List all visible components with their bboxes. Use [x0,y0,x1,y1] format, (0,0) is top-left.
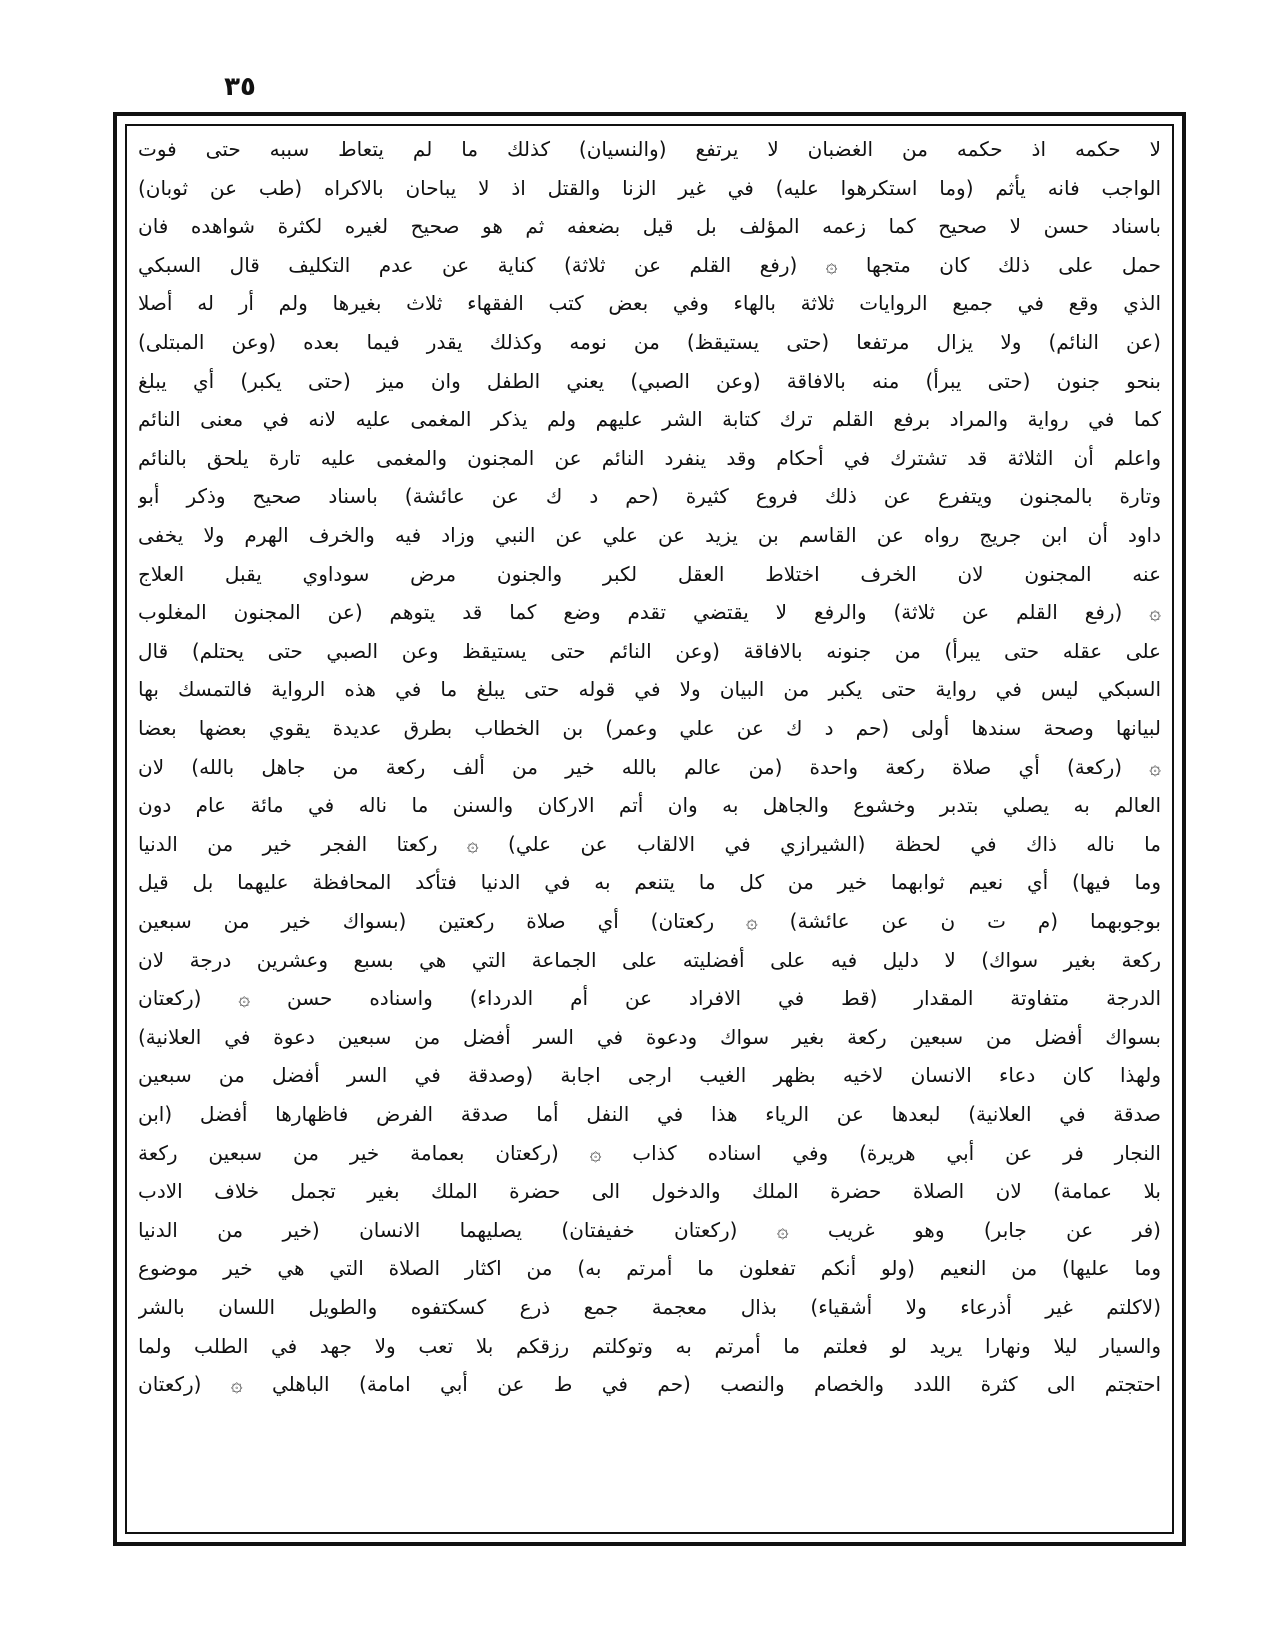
text-line: (عن النائم) ولا يزال مرتفعا (حتى يستيقظ) من نومه وكذلك يقدر فيما بعده (وعن المبتلى) [138,330,1161,354]
text-line: العالم به يصلي بتدبر وخشوع والجاهل به وان أتم الاركان والسنن ما ناله في مائة عام دون [138,793,1161,817]
text-line: النجار فر عن أبي هريرة) وفي اسناده كذاب ۞ (ركعتان بعمامة خير من سبعين ركعة [138,1141,1161,1165]
text-line: لبيانها وصحة سندها أولى (حم د ك عن علي وعمر) بن الخطاب بطرق عديدة يقوي بعضها بعضا [138,716,1161,740]
text-line: السبكي ليس في رواية حتى يكبر من البيان ولا في قوله حتى يبلغ ما في هذه الرواية فالتمسك بها [138,677,1161,701]
text-line: ولهذا كان دعاء الانسان لاخيه بظهر الغيب ارجى اجابة (وصدقة في السر أفضل من سبعين [138,1063,1161,1087]
text-line: ما ناله ذاك في لحظة (الشيرازي في الالقاب عن علي) ۞ ركعتا الفجر خير من الدنيا [138,832,1161,856]
text-line: وما عليها) من النعيم (ولو أنكم تفعلون ما أمرتم به) من اكثار الصلاة التي هي خير موضوع [138,1256,1161,1280]
text-line: وما فيها) أي نعيم ثوابهما خير من كل ما يتنعم به في الدنيا فتأكد المحافظة عليهما بل قيل [138,870,1161,894]
text-line: (فر عن جابر) وهو غريب ۞ (ركعتان خفيفتان) يصليهما الانسان (خير من الدنيا [138,1218,1161,1242]
text-line: حمل على ذلك كان متجها ۞ (رفع القلم عن ثلاثة) كناية عن عدم التكليف قال السبكي [138,253,1161,277]
text-line: لا حكمه اذ حكمه من الغضبان لا يرتفع (والنسيان) كذلك ما لم يتعاط سببه حتى فوت [138,137,1161,161]
text-line: والسيار ليلا ونهارا يريد لو فعلتم ما أمرتم به وتوكلتم رزقكم بلا تعب ولا جهد في الطلب ولما [138,1334,1161,1358]
text-line: وتارة بالمجنون ويتفرع عن ذلك فروع كثيرة (حم د ك عن عائشة) باسناد صحيح وذكر أبو [138,484,1161,508]
text-line: واعلم أن الثلاثة قد تشترك في أحكام وقد ينفرد النائم عن المجنون والمغمى عليه تارة يلحق بالنائم [138,446,1161,470]
text-line: داود أن ابن جريج رواه عن القاسم بن يزيد عن علي عن النبي وزاد فيه والخرف الهرم ولا يخفى [138,523,1161,547]
text-line: احتجتم الى كثرة اللدد والخصام والنصب (حم في ط عن أبي امامة) الباهلي ۞ (ركعتان [138,1372,1161,1396]
text-line: عنه المجنون لان الخرف اختلاط العقل لكبر والجنون مرض سوداوي يقبل العلاج [138,562,1161,586]
text-line: بنحو جنون (حتى يبرأ) منه بالافاقة (وعن الصبي) يعني الطفل وان ميز (حتى يكبر) أي يبلغ [138,369,1161,393]
text-body [138,130,1161,1528]
text-line: بسواك أفضل من سبعين ركعة بغير سواك ودعوة في السر أفضل من سبعين دعوة في العلانية) [138,1025,1161,1049]
text-line: الذي وقع في جميع الروايات ثلاثة بالهاء وفي بعض كتب الفقهاء ثلاث بغيرها ولم أر له أصلا [138,291,1161,315]
text-line: ركعة بغير سواك) لا دليل فيه على أفضليته على الجماعة التي هي بسبع وعشرين درجة لان [138,948,1161,972]
text-line: بوجوبهما (م ت ن عن عائشة) ۞ ركعتان) أي صلاة ركعتين (بسواك خير من سبعين [138,909,1161,933]
text-line: كما في رواية والمراد برفع القلم ترك كتابة الشر عليهم ولم يذكر المغمى عليه لانه في معنى النائم [138,407,1161,431]
text-line: ۞ (ركعة) أي صلاة ركعة واحدة (من عالم بالله خير من ألف ركعة من جاهل بالله) لان [138,755,1161,779]
text-line: ۞ (رفع القلم عن ثلاثة) والرفع لا يقتضي تقدم وضع كما قد يتوهم (عن المجنون المغلوب [138,600,1161,624]
text-line: الواجب فانه يأثم (وما استكرهوا عليه) في غير الزنا والقتل اذ لا يباحان بالاكراه (طب عن ثوبان) [138,176,1161,200]
text-line: على عقله حتى يبرأ) من جنونه بالافاقة (وعن النائم حتى يستيقظ وعن الصبي حتى يحتلم) قال [138,639,1161,663]
page-number: ٣٥ [224,72,256,102]
text-line: باسناد حسن لا صحيح كما زعمه المؤلف بل قيل بضعفه ثم هو صحيح لغيره لكثرة شواهده فان [138,214,1161,238]
text-line: بلا عمامة) لان الصلاة حضرة الملك والدخول الى حضرة الملك بغير تجمل خلاف الادب [138,1179,1161,1203]
text-line: الدرجة متفاوتة المقدار (قط في الافراد عن أم الدرداء) واسناده حسن ۞ (ركعتان [138,986,1161,1010]
text-line: صدقة في العلانية) لبعدها عن الرياء هذا في النفل أما صدقة الفرض فاظهارها أفضل (ابن [138,1102,1161,1126]
text-line: (لاكلتم غير أذرعاء ولا أشقياء) بذال معجمة جمع ذرع كسكتفوه والطويل اللسان بالشر [138,1295,1161,1319]
